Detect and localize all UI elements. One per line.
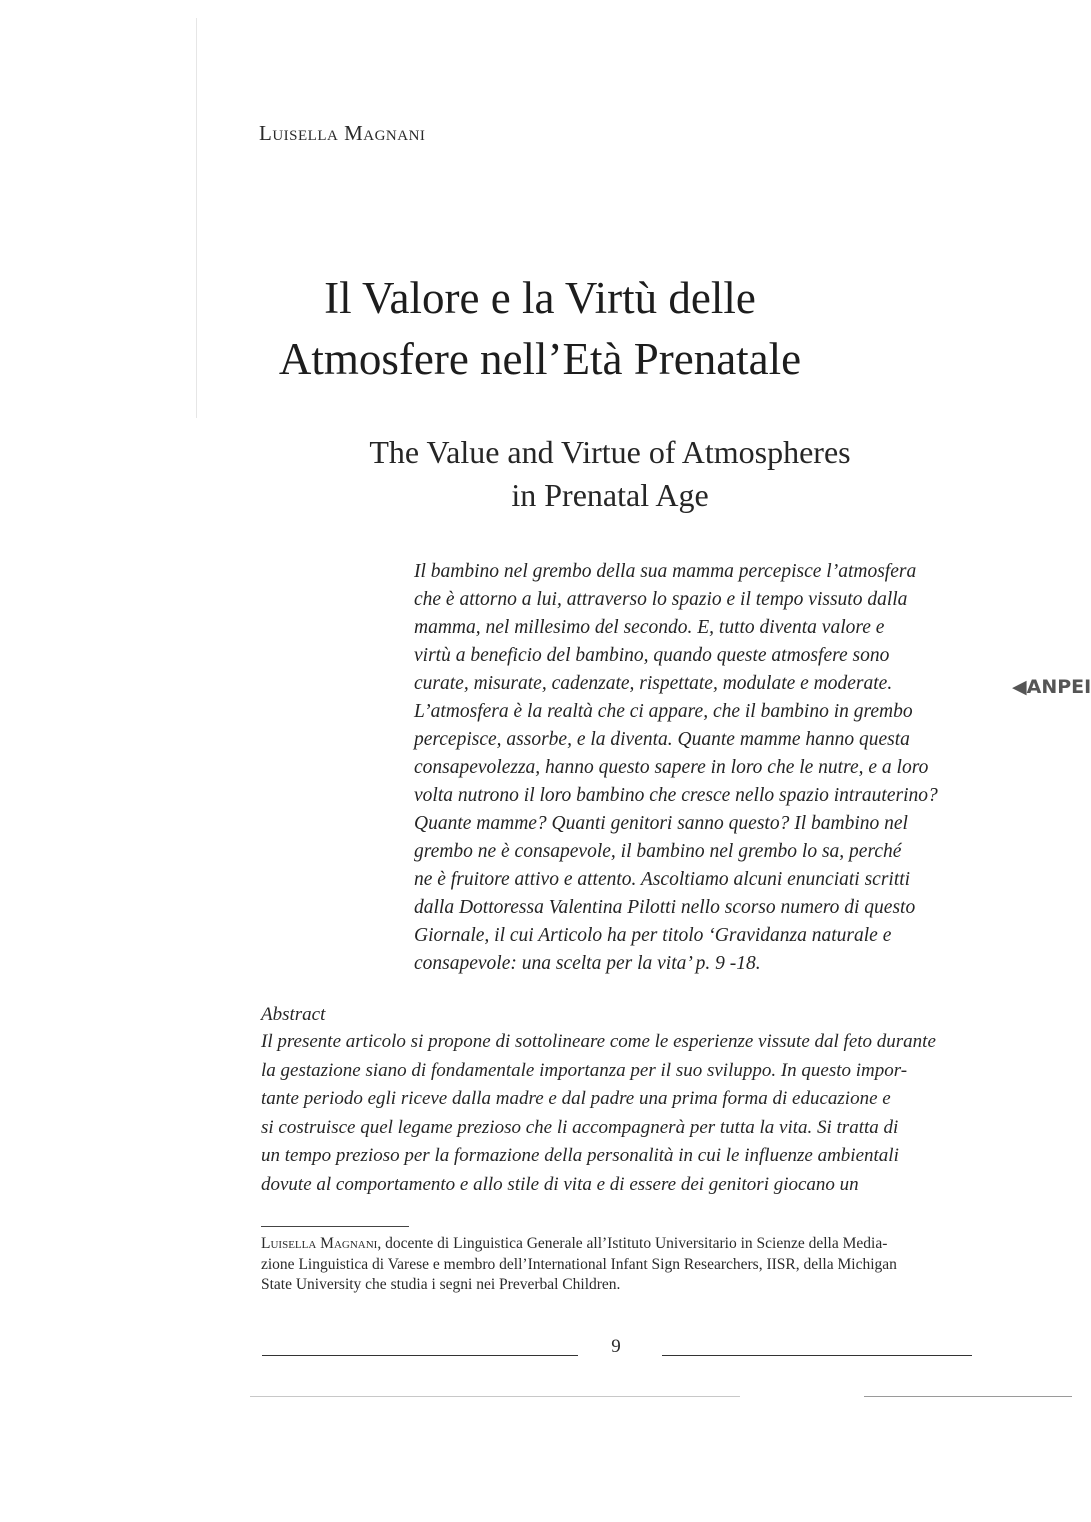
epigraph-line: dalla Dottoressa Valentina Pilotti nello scorso numero di questo <box>414 897 916 918</box>
abstract-line: la gestazione siano di fondamentale importanza per il suo sviluppo. In questo impor- <box>261 1059 908 1081</box>
page-rule-left <box>262 1355 578 1356</box>
epigraph-line: volta nutrono il loro bambino che cresce nello spazio intrauterino? <box>414 785 938 806</box>
article-title <box>180 268 900 390</box>
abstract-line: un tempo prezioso per la formazione della personalità in cui le influenze ambientali <box>261 1145 899 1166</box>
title-line-2: Atmosfere nell’Età Prenatale <box>278 334 802 384</box>
subtitle-line-2: in Prenatal Age <box>511 477 709 513</box>
epigraph-line: Quante mamme? Quanti genitori sanno questo? Il bambino nel <box>414 813 908 834</box>
epigraph-line: consapevole: una scelta per la vita’ p. 9 -18. <box>414 953 761 974</box>
epigraph-line: curate, misurate, cadenzate, rispettate, modulate e moderate. <box>414 673 893 694</box>
abstract-line: Il presente articolo si propone di sottolineare come le esperienze vissute dal feto durante <box>261 1031 936 1052</box>
epigraph-line: percepisce, assorbe, e la diventa. Quante mamme hanno questa <box>414 729 910 750</box>
abstract-line: si costruisce quel legame prezioso che li accompagnerà per tutta la vita. Si tratta di <box>261 1116 899 1138</box>
epigraph-line: Il bambino nel grembo della sua mamma percepisce l’atmosfera <box>414 561 917 582</box>
epigraph-line: grembo ne è consapevole, il bambino nel grembo lo sa, perché <box>414 841 902 862</box>
scan-mark-text: ANPEI <box>1026 676 1091 698</box>
scan-line-right <box>864 1396 1072 1397</box>
title-line-1: Il Valore e la Virtù delle <box>324 273 756 323</box>
article-subtitle <box>260 431 960 517</box>
epigraph-line: ne è fruitore attivo e attento. Ascoltiamo alcuni enunciati scritti <box>414 869 911 890</box>
abstract-line: dovute al comportamento e allo stile di vita e di essere dei genitori giocano un <box>261 1173 859 1195</box>
epigraph-line: mamma, nel millesimo del secondo. E, tutto diventa valore e <box>414 617 885 638</box>
epigraph-line: virtù a beneficio del bambino, quando queste atmosfere sono <box>414 645 890 666</box>
scan-margin-mark <box>1012 676 1091 698</box>
author-footnote <box>261 1234 977 1296</box>
author-header: Luisella Magnani <box>259 121 426 145</box>
footnote-line-1 <box>261 1234 977 1255</box>
epigraph-line: che è attorno a lui, attraverso lo spazio e il tempo vissuto dalla <box>414 589 908 610</box>
abstract-body <box>261 1028 977 1199</box>
footnote-line-1-text: , docente di Linguistica Generale all’Istituto Universitario in Scienze della Media- <box>377 1235 888 1252</box>
epigraph <box>414 558 974 978</box>
footnote-line-2: zione Linguistica di Varese e membro dell’International Infant Sign Researchers, IISR, della Michigan <box>261 1255 897 1273</box>
epigraph-line: Giornale, il cui Articolo ha per titolo ‘Gravidanza naturale e <box>414 925 892 946</box>
page-number: 9 <box>611 1336 621 1357</box>
footnote-divider <box>261 1226 409 1227</box>
abstract-line: tante periodo egli riceve dalla madre e dal padre una prima forma di educazione e <box>261 1088 891 1109</box>
epigraph-line: consapevolezza, hanno questo sapere in loro che le nutre, e a loro <box>414 757 929 778</box>
scan-line-left <box>250 1396 740 1397</box>
abstract-heading: Abstract <box>261 1004 326 1025</box>
footnote-author-name: Luisella Magnani <box>261 1235 378 1252</box>
page-rule-right <box>662 1355 972 1356</box>
footnote-line-3: State University che studia i segni nei Preverbal Children. <box>261 1276 621 1293</box>
subtitle-line-1: The Value and Virtue of Atmospheres <box>369 434 851 470</box>
scan-mark-symbol: ◀ <box>1012 676 1027 698</box>
epigraph-line: L’atmosfera è la realtà che ci appare, che il bambino in grembo <box>414 701 913 722</box>
